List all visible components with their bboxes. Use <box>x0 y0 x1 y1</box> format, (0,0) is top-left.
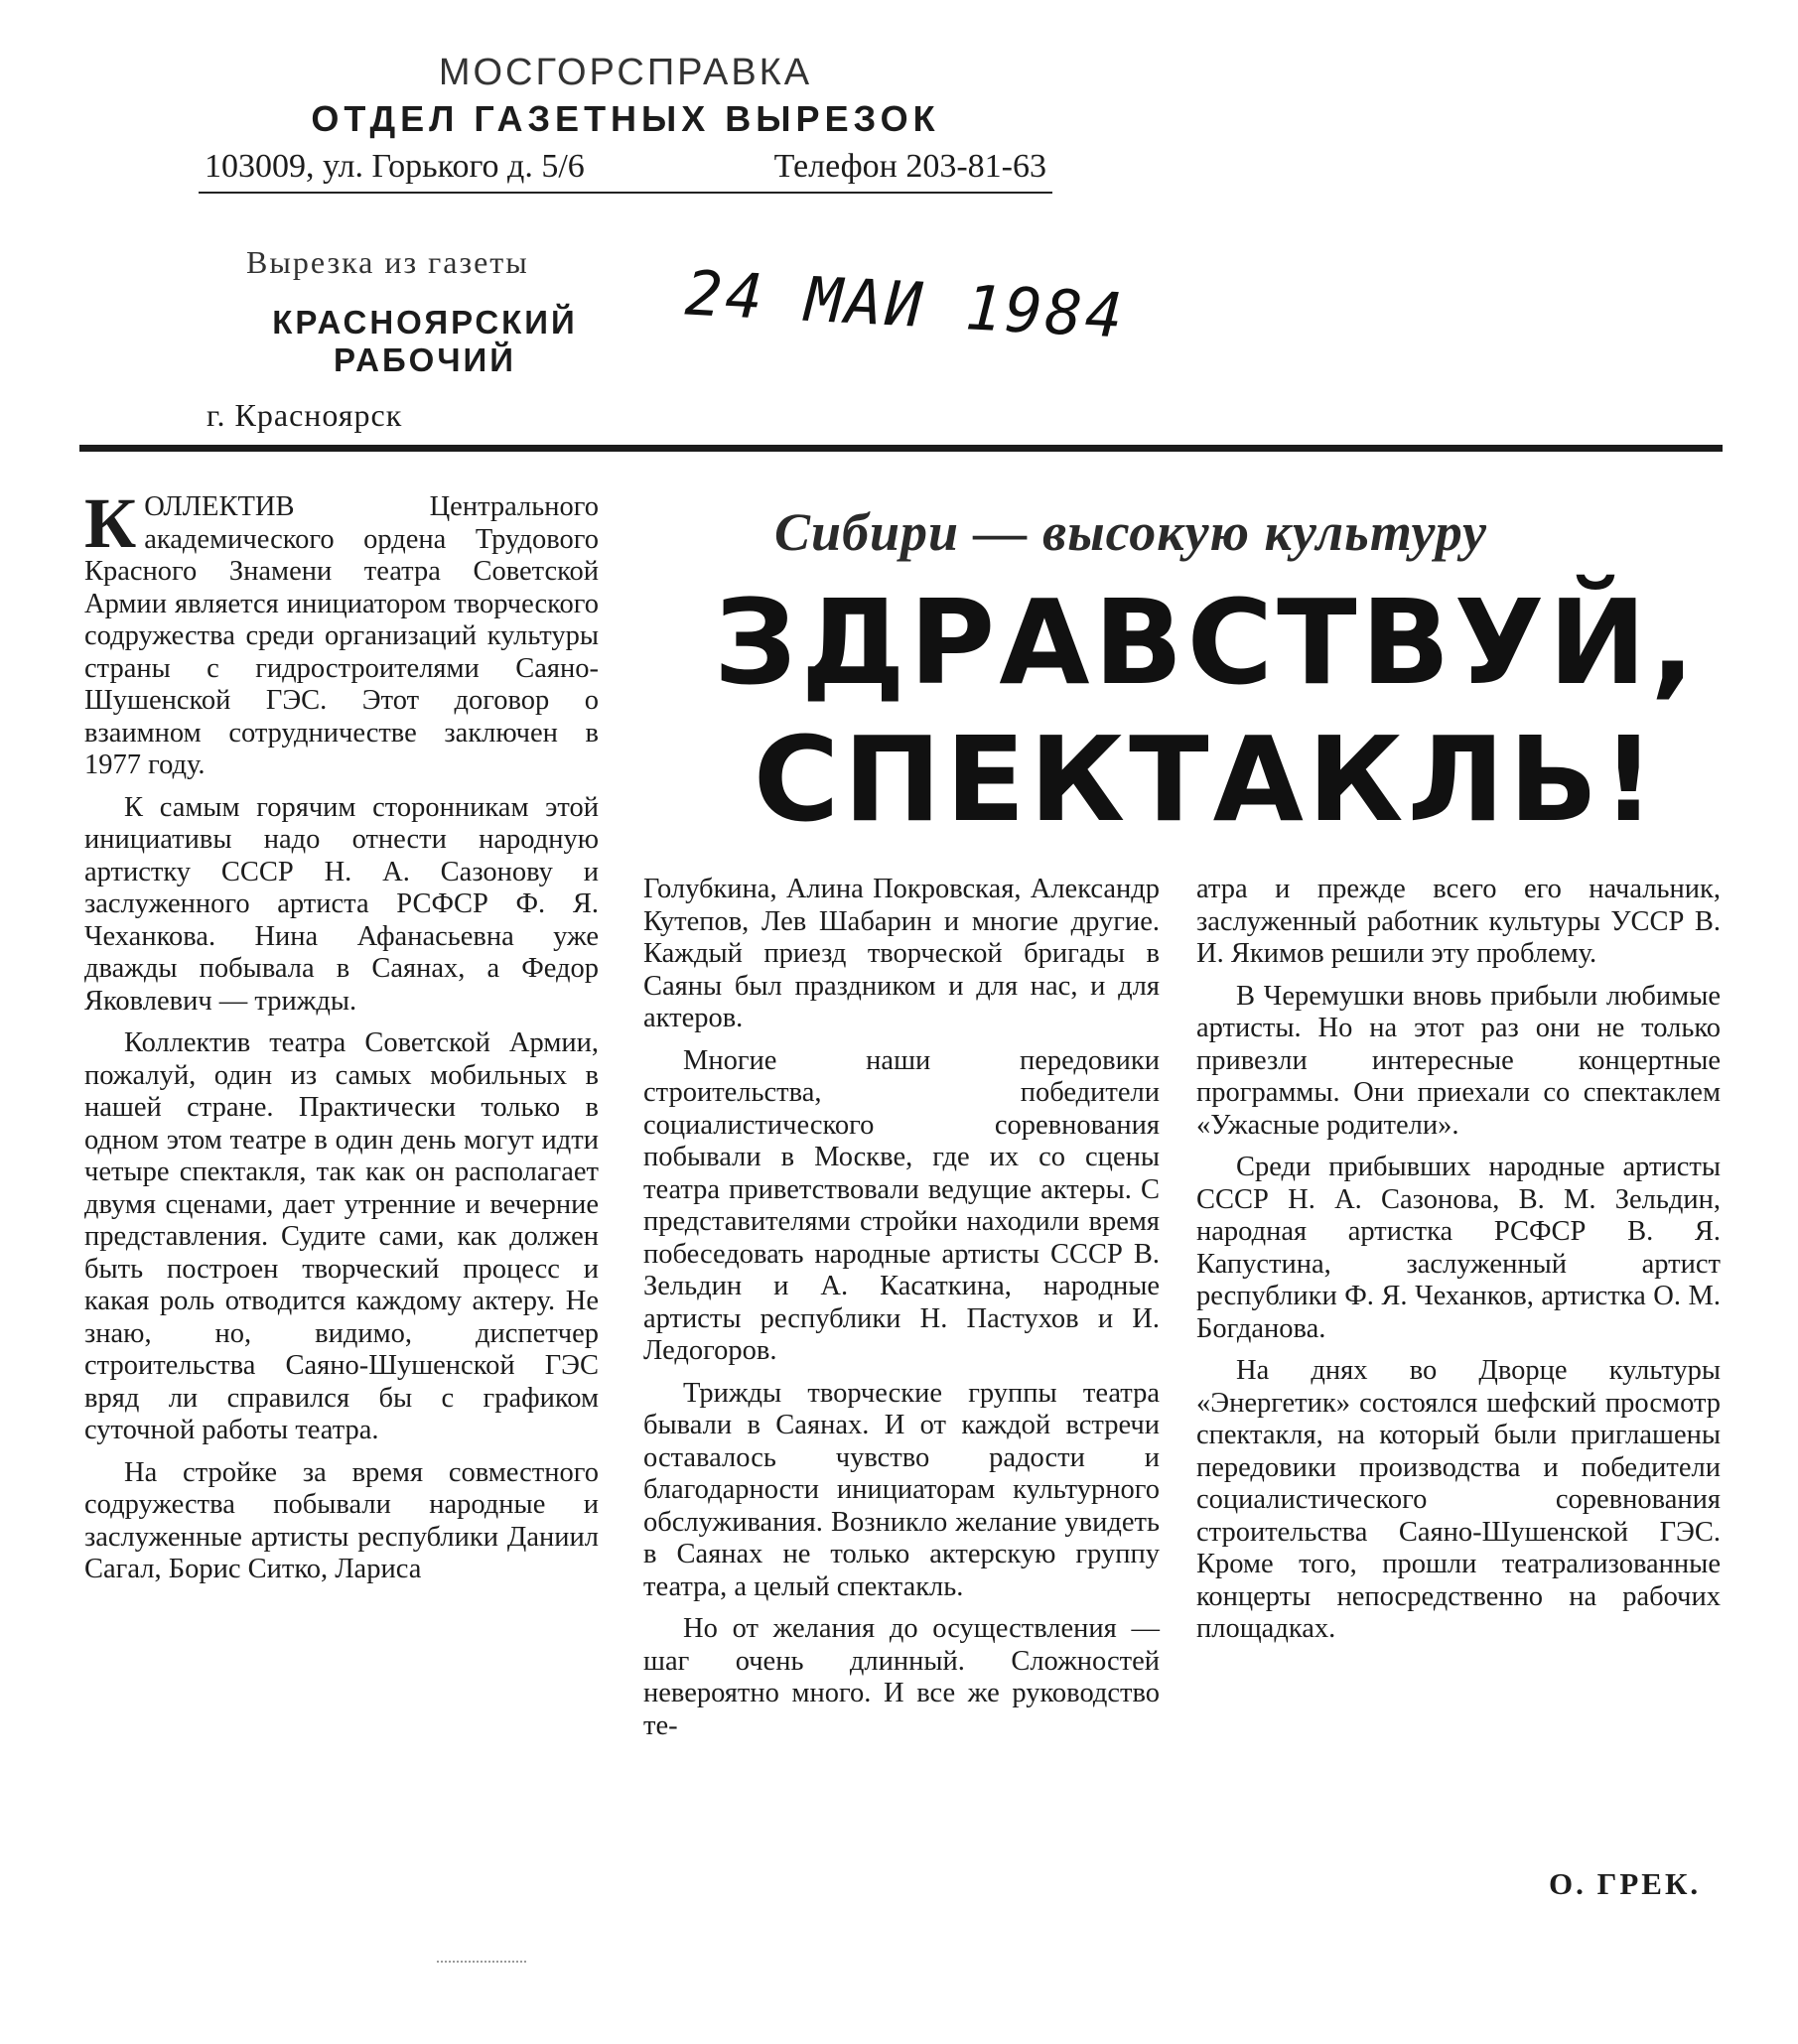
stamp-address-line <box>199 148 1052 194</box>
paragraph <box>84 483 599 782</box>
paragraph: Голубкина, Алина Покровская, Александр Кутепов, Лев Шабарин и многие другие. Каждый приезд творческой бригады в Саяны был праздником и для нас, и для актеров. <box>643 874 1160 1033</box>
stamp-phone: Телефон 203-81-63 <box>773 148 1046 185</box>
headline-line2: СПЕКТАКЛЬ! <box>753 711 1660 848</box>
paragraph-text: ОЛЛЕКТИВ Центрального академического ордена Трудового Красного Знамени театра Советской Армии является инициатором творческого содружества среди организаций культуры страны с гидростроителями Саяно-Шушенской ГЭС. Этот договор о взаимном сотрудничестве заключен в 1977 году. <box>84 491 599 780</box>
clipping-label: Вырезка из газеты <box>246 244 529 280</box>
author-signature: О. ГРЕК. <box>1549 1866 1702 1901</box>
drop-cap: К <box>84 483 137 563</box>
paragraph: К самым горячим сторонникам этой инициативы надо отнести народную артистку СССР Н. А. Сазонову и заслуженного артиста РСФСР Ф. Я. Чеханкова. Нина Афанасьевна уже дважды побывала в Саянах, а Федор Яковлевич — трижды. <box>84 791 599 1017</box>
date-stamp: 24 МАИ 1984 <box>683 256 1128 352</box>
newspaper-name-line2: РАБОЧИЙ <box>334 341 516 378</box>
paragraph: На днях во Дворце культуры «Энергетик» состоялся шефский просмотр спектакля, на который были приглашены передовики производства и победители социалистического соревнования строительства Саяно-Шушенской ГЭС. Кроме того, прошли театрализованные концерты непосредственно на рабочих площадках. <box>1196 1355 1721 1644</box>
paragraph: Трижды творческие группы театра бывали в Саянах. И от каждой встречи оставалось чувство радости и благодарности инициаторам культурного обслуживания. Возникло желание увидеть в Саянах не только актерскую группу театра, а целый спектакль. <box>643 1377 1160 1602</box>
bottom-divider <box>437 1961 526 1963</box>
article-column-1 <box>84 483 599 1596</box>
headline-line1: ЗДРАВСТВУЙ, <box>713 574 1700 711</box>
article-column-2 <box>643 874 1160 1752</box>
newspaper-name-line1: КРАСНОЯРСКИЙ <box>272 304 578 341</box>
clipping-service-stamp <box>199 52 1052 194</box>
newspaper-city: г. Красноярск <box>207 397 403 433</box>
article-column-3 <box>1196 874 1721 1656</box>
header-divider <box>79 445 1723 452</box>
paragraph: Многие наши передовики строительства, победители социалистического соревнования побывали в Москве, где их со сцены театра приветствовали ведущие актеры. С представителями стройки находили время побеседовать народные артисты СССР В. Зельдин и А. Касаткина, народные артисты республики Н. Пастухов и И. Ледогоров. <box>643 1044 1160 1366</box>
paragraph: В Черемушки вновь прибыли любимые артисты. Но на этот раз они не только привезли интересные концертные программы. Они приехали со спектаклем «Ужасные родители». <box>1196 980 1721 1141</box>
article-kicker: Сибири — высокую культуру <box>774 502 1487 562</box>
paragraph: Но от желания до осуществления — шаг очень длинный. Сложностей невероятно много. И все же руководство те- <box>643 1613 1160 1741</box>
article-headline <box>695 574 1718 848</box>
stamp-organization: МОСГОРСПРАВКА <box>438 52 813 93</box>
paragraph: На стройке за время совместного содружества побывали народные и заслуженные артисты республики Даниил Сагал, Борис Ситко, Лариса <box>84 1456 599 1584</box>
paragraph: Среди прибывших народные артисты СССР Н. А. Сазонова, В. М. Зельдин, народная артистка РСФСР В. Я. Капустина, заслуженный артист республики Ф. Я. Чеханков, артистка О. М. Богданова. <box>1196 1152 1721 1344</box>
paragraph: атра и прежде всего его начальник, заслуженный работник культуры УССР В. И. Якимов решили эту проблему. <box>1196 874 1721 969</box>
stamp-address: 103009, ул. Горького д. 5/6 <box>205 148 585 185</box>
stamp-department: ОТДЕЛ ГАЗЕТНЫХ ВЫРЕЗОК <box>311 98 940 139</box>
paragraph: Коллектив театра Советской Армии, пожалуй, один из самых мобильных в нашей стране. Практически только в одном этом театре в один день могут идти четыре спектакля, так как он располагает двумя сценами, дает утренние и вечерние представления. Судите сами, как должен быть построен творческий процесс и какая роль отводится каждому актеру. Не знаю, но, видимо, диспетчер строительства Саяно-Шушенской ГЭС вряд ли справился бы с графиком суточной работы театра. <box>84 1027 599 1445</box>
newspaper-name <box>256 304 594 379</box>
